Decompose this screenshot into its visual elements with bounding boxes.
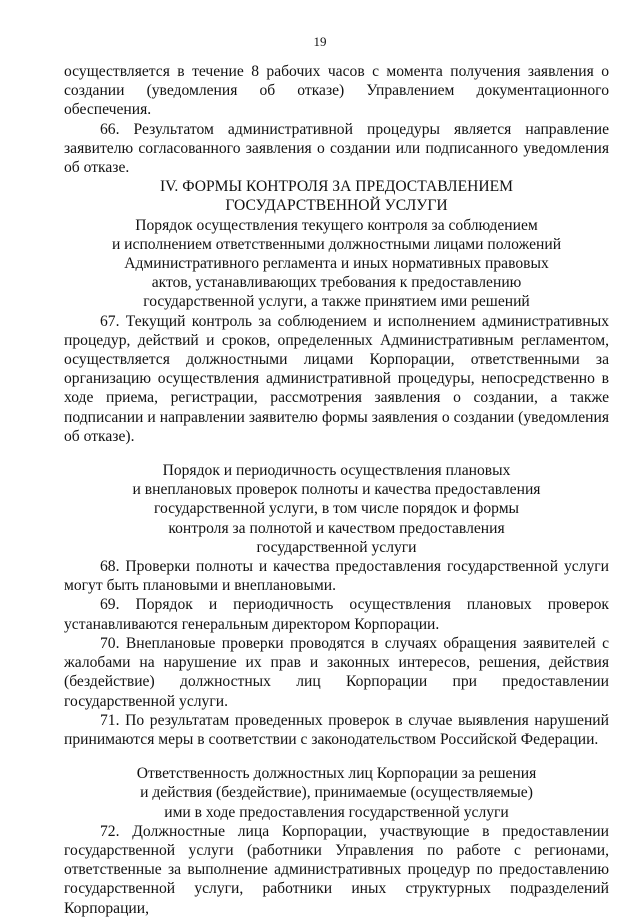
paragraph-67: 67. Текущий контроль за соблюдением и исполнением административных процедур, действий и сроков, определенных Административным регламентом, осуществляется должностными лицами Корпорации, ответственными за организацию осуществления административной процедуры, непосредственно в ходе приема, регистрации, рассмотрения заявления о создании, а также подписании и направлении заявителю формы заявления о создании (уведомления об отказе).	[64, 312, 609, 445]
paragraph-continuation: осуществляется в течение 8 рабочих часов с момента получения заявления о создании (уведомления об отказе) Управлением документационного обеспечения.	[64, 63, 609, 119]
paragraph-69: 69. Порядок и периодичность осуществления плановых проверок устанавливаются генеральным директором Корпорации.	[64, 596, 609, 633]
paragraph-66: 66. Результатом административной процедуры является направление заявителю согласованного заявления о создании или подписанного уведомления об отказе.	[64, 120, 609, 177]
section-title-iv: IV. ФОРМЫ КОНТРОЛЯ ЗА ПРЕДОСТАВЛЕНИЕМ ГОСУДАРСТВЕННОЙ УСЛУГИ	[159, 178, 514, 215]
paragraph-70: 70. Внеплановые проверки проводятся в случаях обращения заявителей с жалобами на нарушение их прав и законных интересов, решения, действия (бездействие) должностных лиц Корпорации при предоставлении государственной услуги.	[64, 634, 609, 710]
subheading-inspections: Порядок и периодичность осуществления плановых и внеплановых проверок полноты и качества предоставления государственной услуги, в том числе порядок и формы контроля за полнотой и качеством предоставления государственной услуги	[132, 462, 541, 556]
subheading-responsibility: Ответственность должностных лиц Корпорации за решения и действия (бездействие), принимаемые (осуществляемые) ими в ходе предоставления государственной услуги	[136, 765, 537, 821]
spacer	[64, 446, 609, 461]
subheading-current-control: Порядок осуществления текущего контроля за соблюдением и исполнением ответственными должностными лицами положений Административного регламента и иных нормативных правовых актов, устанавливающих требования к предоставлению государственной услуги, а также принятием ими решений	[111, 216, 562, 311]
paragraph-72: 72. Должностные лица Корпорации, участвующие в предоставлении государственной услуги (работники Управления по работе с регионами, ответственные за выполнение административных процедур по предоставлению государственной услуги, работники иных структурных подразделений Корпорации,	[64, 822, 609, 917]
paragraph-71: 71. По результатам проведенных проверок в случае выявления нарушений принимаются меры в соответствии с законодательством Российской Федерации.	[64, 711, 609, 748]
document-body	[64, 62, 609, 918]
page-number: 19	[313, 34, 327, 49]
spacer	[64, 749, 609, 764]
paragraph-68: 68. Проверки полноты и качества предоставления государственной услуги могут быть плановыми и внеплановыми.	[64, 558, 609, 595]
